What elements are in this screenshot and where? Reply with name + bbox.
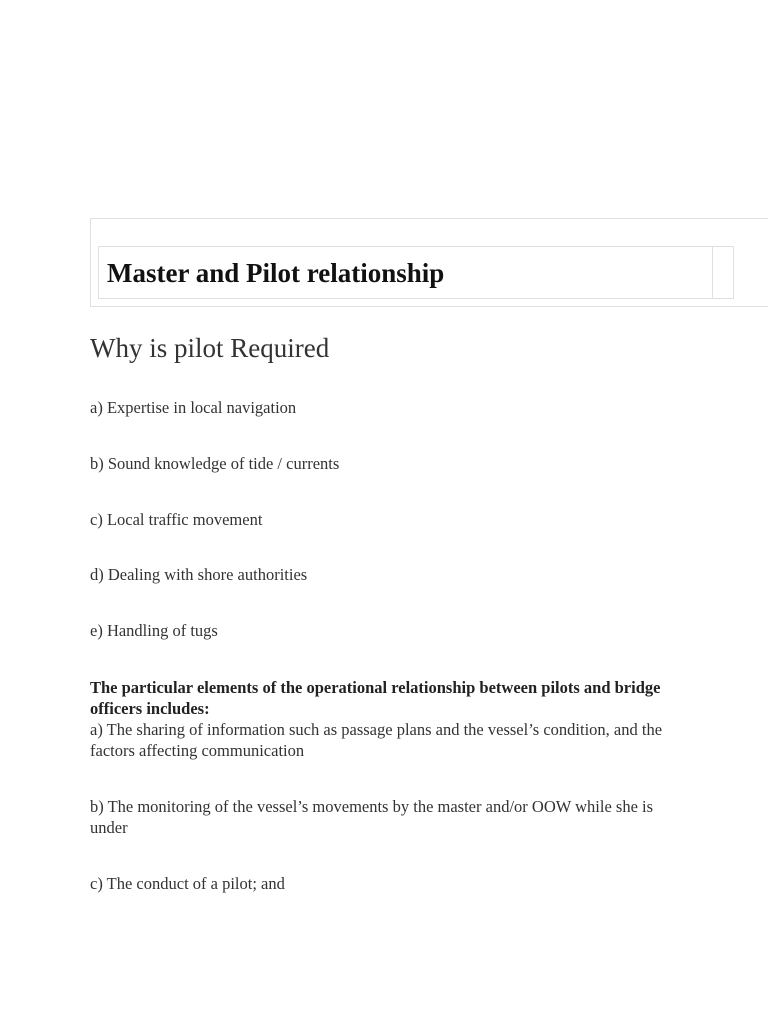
title-box-inner (98, 246, 734, 299)
list-item: e) Handling of tugs (90, 621, 218, 640)
list-item: b) The monitoring of the vessel’s movements by the master and/or OOW while she is under (90, 797, 654, 837)
title-cell-divider (712, 247, 713, 298)
title-box-outer (90, 218, 768, 307)
section-heading: Why is pilot Required (90, 333, 330, 363)
list-item: b) Sound knowledge of tide / currents (90, 454, 340, 473)
elements-heading: The particular elements of the operational relationship between pilots and bridge officers includes: (90, 678, 661, 718)
list-item: a) Expertise in local navigation (90, 398, 297, 417)
elements-paragraph (90, 677, 680, 761)
page-title: Master and Pilot relationship (107, 258, 445, 288)
list-item: c) The conduct of a pilot; and (90, 874, 285, 893)
list-item: d) Dealing with shore authorities (90, 565, 308, 584)
list-item: c) Local traffic movement (90, 510, 263, 529)
list-item: a) The sharing of information such as passage plans and the vessel’s condition, and the factors affecting communication (90, 720, 663, 760)
